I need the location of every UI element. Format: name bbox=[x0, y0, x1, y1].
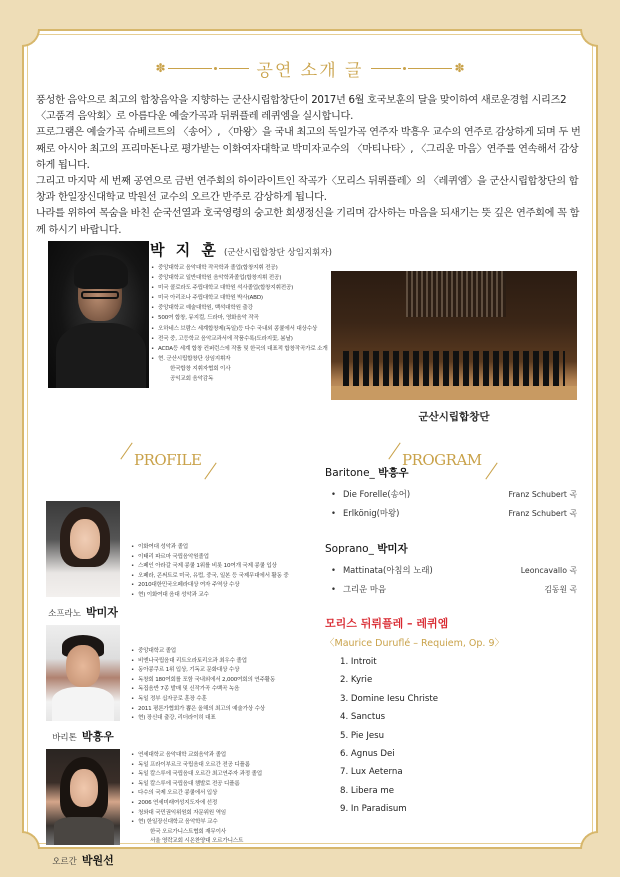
piece-title: • Mattinata(아침의 노래) bbox=[331, 561, 433, 580]
movement-item: 6. Agnus Dei bbox=[340, 749, 395, 760]
program-heading-text: PROGRAM bbox=[402, 451, 482, 469]
bio-item: • 중앙대학교 음악대학 작곡학과 졸업(합창지휘 전공) bbox=[150, 263, 340, 273]
bio-item: 서울 영락교회 시온찬양대 오르가니스트 bbox=[150, 838, 244, 845]
program-item bbox=[325, 504, 585, 523]
performer-bio-list bbox=[130, 647, 275, 724]
bio-item: • 현) 이화여대 음대 성악과 교수 bbox=[130, 591, 289, 601]
bio-item: • 2011 평론가협회가 뽑은 올해의 최고의 예술가상 수상 bbox=[130, 705, 275, 715]
performer-role: 소프라노 bbox=[48, 609, 81, 619]
bio-item: • 비엔나국립음대 리트오라토리오과 최우수 졸업 bbox=[130, 657, 275, 667]
movement-item: 7. Lux Aeterna bbox=[340, 767, 403, 778]
bio-item: • 현. 군산시립합창단 상임지휘자 bbox=[150, 354, 340, 364]
intro-paragraph: 나라를 위하여 목숨을 바친 순국선열과 호국영령의 숭고한 희생정신을 기리며 감사하는 마음을 되새기는 뜻 깊은 연주회에 꼭 함께 하시기 바랍니다. bbox=[36, 208, 580, 236]
program-item bbox=[325, 561, 585, 580]
requiem-subtitle: 〈Maurice Duruflé – Requiem, Op. 9〉 bbox=[325, 638, 504, 649]
performer-role: 오르간 bbox=[52, 857, 77, 867]
choir-photo bbox=[331, 271, 577, 400]
profile-heading-text: PROFILE bbox=[134, 451, 202, 469]
program-item bbox=[325, 580, 585, 599]
bio-item: • ACDA등 세계 합창 컨퍼런스에 작품 및 한국의 대표적 합창작곡가로 소개 bbox=[150, 344, 340, 354]
bio-item: • 오페라, 콘써트로 미국, 유럽, 중국, 일본 등 국제무대에서 활동 중 bbox=[130, 572, 289, 582]
frame-corner-decoration bbox=[580, 831, 598, 849]
program-list bbox=[325, 465, 585, 819]
bio-item: • 다수의 국제 오르간 콩쿨에서 입상 bbox=[130, 789, 262, 799]
program-group-baritone bbox=[325, 465, 585, 523]
piece-title: • Erlkönig(마왕) bbox=[331, 504, 399, 523]
bio-item: • 중앙대학교 일반대학원 음악학과졸업(합창지휘 전공) bbox=[150, 273, 340, 283]
performer-photo bbox=[46, 501, 120, 597]
conductor-name: 박 지 훈 bbox=[150, 241, 219, 259]
composer: Leoncavallo 곡 bbox=[520, 566, 577, 575]
program-group-heading bbox=[325, 541, 585, 556]
flourish-icon: ✽ bbox=[454, 61, 465, 75]
flourish-icon: ✽ bbox=[155, 61, 166, 75]
voice-label: Baritone_ bbox=[325, 467, 375, 479]
bio-item: • 중앙대학교 졸업 bbox=[130, 647, 275, 657]
intro-paragraph: 그리고 마지막 세 번째 공연으로 금번 연주회의 하이라이트인 작곡가〈모리스 뒤뤼플레〉의 〈레퀴엠〉을 군산시립합창단의 합창과 한일장신대학교 박원선 교수의 오르간 반주로 감상하게 됩니다. bbox=[36, 176, 579, 204]
movement-item: 5. Pie Jesu bbox=[340, 730, 385, 741]
performer-caption bbox=[46, 725, 120, 744]
performer-role: 바리톤 bbox=[52, 733, 77, 743]
piece-title: • 그리운 마음 bbox=[331, 580, 386, 599]
profile-heading bbox=[134, 451, 201, 469]
bio-item: 공익교회 음악감독 bbox=[170, 376, 214, 383]
performer-photo bbox=[46, 625, 120, 721]
ornament-right bbox=[371, 62, 464, 74]
movement-item: 2. Kyrie bbox=[340, 675, 373, 686]
intro-paragraph: 풍성한 음악으로 최고의 합창음악을 지향하는 군산시립합창단이 2017년 6월 호국보훈의 달을 맞이하여 새로운경험 시리즈2 〈고품격 음악회〉로 아름다운 예술가곡과 뒤뤼플레 레퀴엠을 실시합니다. bbox=[36, 95, 567, 123]
bio-item: • 미국 콜로라도 주립대학교 대학원 석사졸업(합창지휘전공) bbox=[150, 283, 340, 293]
performer-bio-list bbox=[130, 751, 262, 847]
program-group-soprano bbox=[325, 541, 585, 599]
requiem-movements bbox=[325, 653, 585, 819]
bio-item: • 현) 장신대 출강, 리더라이히 대표 bbox=[130, 714, 275, 724]
bio-item: • 동아콩쿠르 1위 입상, 기독교 문화대상 수상 bbox=[130, 666, 275, 676]
performer-name: 박흥우 bbox=[81, 730, 114, 743]
bio-item: • 독집음반 7종 발매 및 신작가곡 수백곡 녹음 bbox=[130, 685, 275, 695]
composer: Franz Schubert 곡 bbox=[508, 509, 577, 518]
movement-item: 4. Sanctus bbox=[340, 712, 386, 723]
movement-item: 1. Introit bbox=[340, 657, 377, 667]
performer-name: 박미자 bbox=[86, 606, 118, 619]
requiem-title: 모리스 뒤뤼플레 – 레퀴엠 bbox=[325, 617, 449, 630]
bio-item: • 스페인 아라갈 국제 콩쿨 1위를 비롯 10여개 국제 콩쿨 입상 bbox=[130, 562, 289, 572]
bio-item: • 오하네스 브람스 세계합창제(독일)등 다수 국내외 콩쿨에서 대상수상 bbox=[150, 324, 340, 334]
bio-item: • 독일 칼스루에 국립음대 챔발로 전공 디플롬 bbox=[130, 780, 262, 790]
bio-item: • 독일 정부 십자공로 훈장 수훈 bbox=[130, 695, 275, 705]
bio-item: • 2010대한민국오페라대상 여자 주역상 수상 bbox=[130, 581, 289, 591]
bio-item: • 독일 칼스루에 국립음대 오르간 최고연주자 과정 졸업 bbox=[130, 770, 262, 780]
composer: 김동원 곡 bbox=[544, 585, 577, 594]
bio-item: • 연세대학교 음악대학 교회음악과 졸업 bbox=[130, 751, 262, 761]
bio-item: • 독일 프라이부르크 국립음대 오르간 전공 디플롬 bbox=[130, 761, 262, 771]
conductor-role: (군산시립합창단 상임지휘자) bbox=[224, 248, 332, 258]
bio-item: • 500여 합창, 뮤지컬, 드라마, 영화음악 작곡 bbox=[150, 313, 340, 323]
bio-item: 한국합창 지휘자협회 이사 bbox=[170, 365, 231, 372]
intro-paragraph: 프로그램은 예술가곡 슈베르트의 〈송어〉, 〈마왕〉을 국내 최고의 독일가곡 연주자 박흥우 교수의 연주로 감상하게 되며 두 번째로 아시아 최고의 프리마돈나로 평가받는 이화여자대학교 박미자교수의 〈마티나타〉, 〈그리운 마음〉연주를 연속해서 감상하게 됩니다. bbox=[36, 127, 581, 171]
performer-label: 박미자 bbox=[377, 543, 408, 555]
bio-item: 한국 오르가니스트협회 재무이사 bbox=[150, 828, 227, 835]
conductor-photo bbox=[48, 241, 149, 388]
conductor-bio-list bbox=[150, 263, 340, 384]
movement-item: 3. Domine Iesu Christe bbox=[340, 693, 439, 704]
choir-caption: 군산시립합창단 bbox=[418, 411, 490, 423]
bio-item: • 이화여대 성악과 졸업 bbox=[130, 543, 289, 553]
performer-bio-list bbox=[130, 543, 289, 601]
bio-item: • 청와대 국민권익위원회 자문위원 역임 bbox=[130, 809, 262, 819]
frame-corner-decoration bbox=[22, 831, 40, 849]
bio-item: • 중앙대학교 예술대학원, 백석대학원 출강 bbox=[150, 303, 340, 313]
intro-heading bbox=[24, 55, 596, 81]
performer-photo bbox=[46, 749, 120, 845]
frame-corner-decoration bbox=[580, 29, 598, 47]
composer: Franz Schubert 곡 bbox=[508, 490, 577, 499]
bio-item: • 현) 한일장신대학교 음악학부 교수 bbox=[130, 818, 262, 828]
bio-item: • 2006 연세미래여성지도자에 선정 bbox=[130, 799, 262, 809]
conductor-profile bbox=[150, 239, 340, 384]
bio-item: • 이태리 파르마 국립음악원졸업 bbox=[130, 553, 289, 563]
bio-item: • 독창회 180여회를 포함 국내외에서 2,000여회의 연주활동 bbox=[130, 676, 275, 686]
program-group-heading bbox=[325, 465, 585, 480]
bio-item: • 전국 중, 고등학교 음악교과서에 작품수록(도라지꽃, 봄날) bbox=[150, 334, 340, 344]
piece-title: • Die Forelle(송어) bbox=[331, 485, 410, 504]
page-title: 공연 소개 글 bbox=[256, 60, 364, 81]
program-item bbox=[325, 485, 585, 504]
movement-item: 8. Libera me bbox=[340, 785, 395, 796]
movement-item: 9. In Paradisum bbox=[340, 804, 407, 815]
performer-caption bbox=[46, 601, 120, 620]
performer-label: 박흥우 bbox=[378, 467, 409, 479]
bio-item: • 미국 아리조나 주립대학교 대학원 박사(ABD) bbox=[150, 293, 340, 303]
performer-caption bbox=[46, 849, 120, 868]
frame-corner-decoration bbox=[22, 29, 40, 47]
intro-text bbox=[36, 93, 584, 239]
performer-name: 박원선 bbox=[81, 854, 114, 867]
voice-label: Soprano_ bbox=[325, 543, 374, 555]
ornament-left bbox=[155, 62, 248, 74]
